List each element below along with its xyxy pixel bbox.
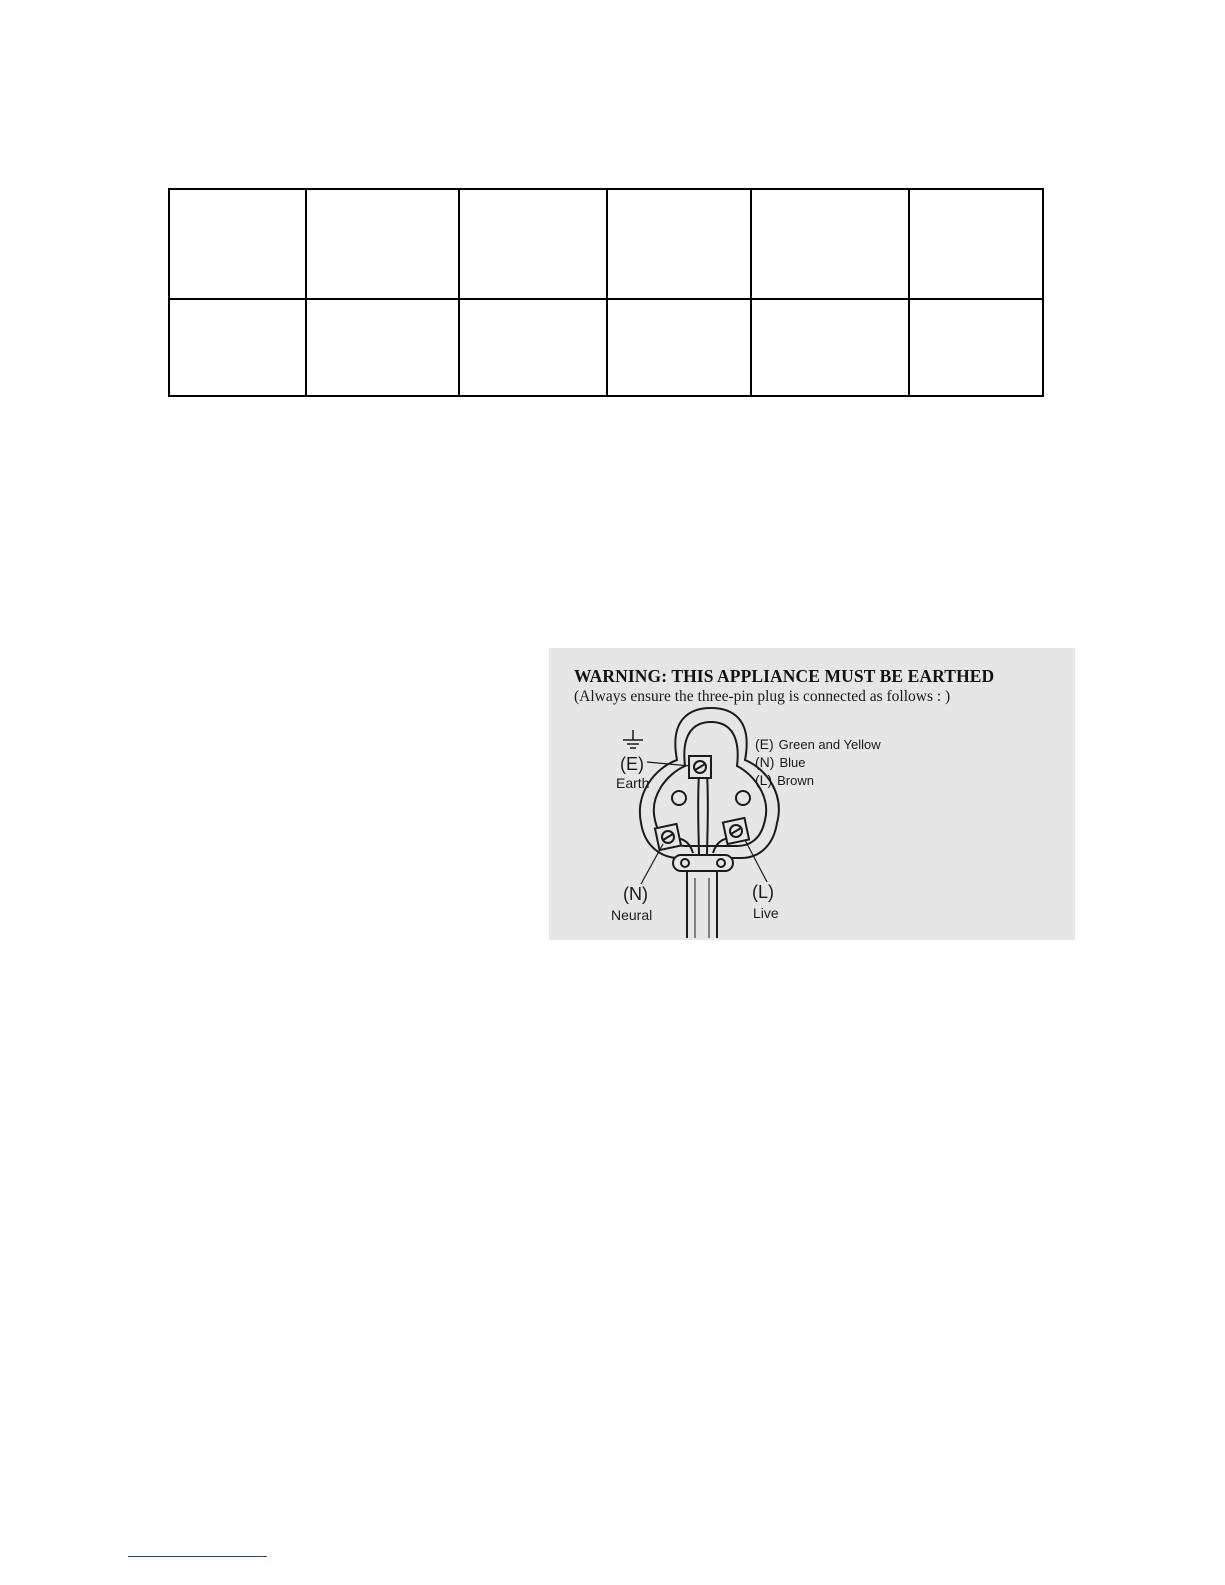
earth-name-label: Earth	[616, 775, 650, 791]
table-cell	[169, 189, 306, 299]
earth-leader-line	[647, 762, 690, 766]
legend-code: (L)	[755, 772, 773, 788]
legend-item-live	[755, 772, 881, 790]
table-cell	[607, 299, 751, 396]
neutral-name-label: Neural	[611, 907, 653, 923]
ground-symbol-icon	[623, 730, 643, 748]
table-cell	[459, 189, 607, 299]
footnote-separator	[128, 1556, 267, 1557]
legend-code: (E)	[755, 736, 774, 752]
legend-color: Brown	[777, 773, 814, 788]
table-cell	[306, 299, 459, 396]
earth-terminal	[689, 756, 711, 778]
live-name-label: Live	[753, 905, 779, 921]
neutral-code-label: (N)	[623, 884, 648, 904]
table-cell	[909, 189, 1043, 299]
table-cell	[607, 189, 751, 299]
legend-color: Blue	[779, 755, 806, 770]
live-leader-line	[745, 840, 767, 882]
plug-wiring-diagram	[549, 648, 1075, 940]
legend-code: (N)	[755, 754, 775, 770]
table-row	[169, 189, 1043, 299]
neutral-terminal	[655, 824, 681, 850]
earthing-warning-label	[549, 648, 1075, 940]
table-cell	[751, 189, 909, 299]
table-cell	[306, 189, 459, 299]
warning-subtitle: (Always ensure the three-pin plug is connected as follows : )	[574, 688, 951, 705]
live-code-label: (L)	[752, 882, 774, 902]
empty-table	[168, 188, 1044, 397]
earth-code-label: (E)	[620, 754, 644, 774]
wire-color-legend	[755, 736, 881, 790]
neutral-leader-line	[641, 844, 663, 884]
warning-title: WARNING: THIS APPLIANCE MUST BE EARTHED	[574, 666, 995, 686]
table-cell	[459, 299, 607, 396]
legend-item-neutral	[755, 754, 881, 772]
legend-color: Green and Yellow	[778, 737, 881, 752]
legend-item-earth	[755, 736, 881, 754]
table-row	[169, 299, 1043, 396]
table-cell	[751, 299, 909, 396]
table-cell	[909, 299, 1043, 396]
table-cell	[169, 299, 306, 396]
